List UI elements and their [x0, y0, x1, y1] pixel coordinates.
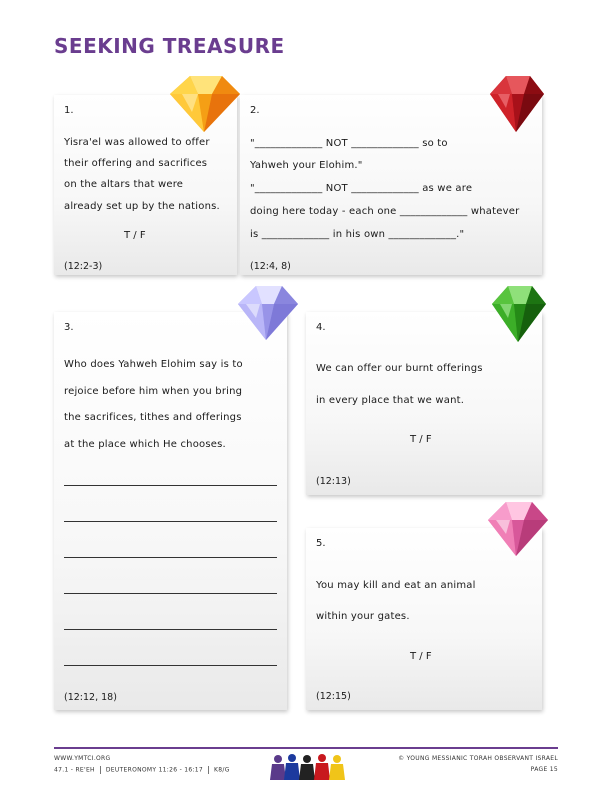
true-false-choice[interactable]: T / F [124, 230, 146, 241]
red-gem-icon [486, 72, 546, 134]
footer-grade: K8/G [214, 766, 230, 774]
answer-line[interactable] [64, 521, 277, 522]
footer-separator [100, 766, 101, 774]
answer-line[interactable] [64, 593, 277, 594]
question-text-line: "_____________ NOT _____________ so to [250, 138, 448, 149]
scripture-reference: (12:15) [316, 691, 351, 702]
footer-lesson-info [54, 766, 230, 774]
scripture-reference: (12:2-3) [64, 261, 103, 272]
question-number: 2. [250, 105, 260, 116]
footer-website[interactable]: WWW.YMTCI.ORG [54, 755, 111, 762]
answer-line[interactable] [64, 629, 277, 630]
ymtoi-logo-icon [270, 752, 352, 784]
question-text-line: Who does Yahweh Elohim say is to [64, 359, 243, 370]
question-number: 1. [64, 105, 74, 116]
scripture-reference: (12:12, 18) [64, 692, 117, 703]
question-text-line: Yisra'el was allowed to offer [64, 137, 210, 148]
question-card-3 [54, 312, 287, 710]
answer-line[interactable] [64, 557, 277, 558]
question-text-line: already set up by the nations. [64, 201, 220, 212]
question-text-line: doing here today - each one _____________ whatever [250, 206, 520, 217]
question-text-line: within your gates. [316, 611, 410, 622]
footer-divider [54, 747, 558, 749]
question-text-line: the sacrifices, tithes and offerings [64, 412, 242, 423]
question-text-line: is _____________ in his own _____________." [250, 229, 465, 240]
footer-separator [208, 766, 209, 774]
footer-scripture: DEUTERONOMY 11:26 - 16:17 [105, 766, 204, 774]
question-number: 4. [316, 322, 326, 333]
green-gem-icon [488, 282, 548, 344]
question-text-line: in every place that we want. [316, 395, 465, 406]
question-number: 5. [316, 538, 326, 549]
page-title: SEEKING TREASURE [54, 34, 285, 58]
orange-gem-icon [162, 72, 242, 134]
true-false-choice[interactable]: T / F [410, 434, 432, 445]
question-number: 3. [64, 322, 74, 333]
question-text-line: at the place which He chooses. [64, 439, 226, 450]
question-text-line: "_____________ NOT _____________ as we are [250, 183, 473, 194]
question-text-line: rejoice before him when you bring [64, 386, 243, 397]
answer-line[interactable] [64, 485, 277, 486]
true-false-choice[interactable]: T / F [410, 651, 432, 662]
footer-copyright: © YOUNG MESSIANIC TORAH OBSERVANT ISRAEL [398, 755, 558, 762]
question-text-line: on the altars that were [64, 179, 184, 190]
pink-gem-icon [484, 498, 550, 558]
question-text-line: Yahweh your Elohim." [250, 160, 363, 171]
footer-portion: 47.1 - RE'EH [54, 766, 95, 774]
footer-page-number: PAGE 15 [530, 766, 558, 773]
question-text-line: their offering and sacrifices [64, 158, 208, 169]
scripture-reference: (12:4, 8) [250, 261, 291, 272]
question-text-line: You may kill and eat an animal [316, 580, 476, 591]
lavender-gem-icon [234, 282, 300, 342]
answer-line[interactable] [64, 665, 277, 666]
scripture-reference: (12:13) [316, 476, 351, 487]
question-text-line: We can offer our burnt offerings [316, 363, 483, 374]
